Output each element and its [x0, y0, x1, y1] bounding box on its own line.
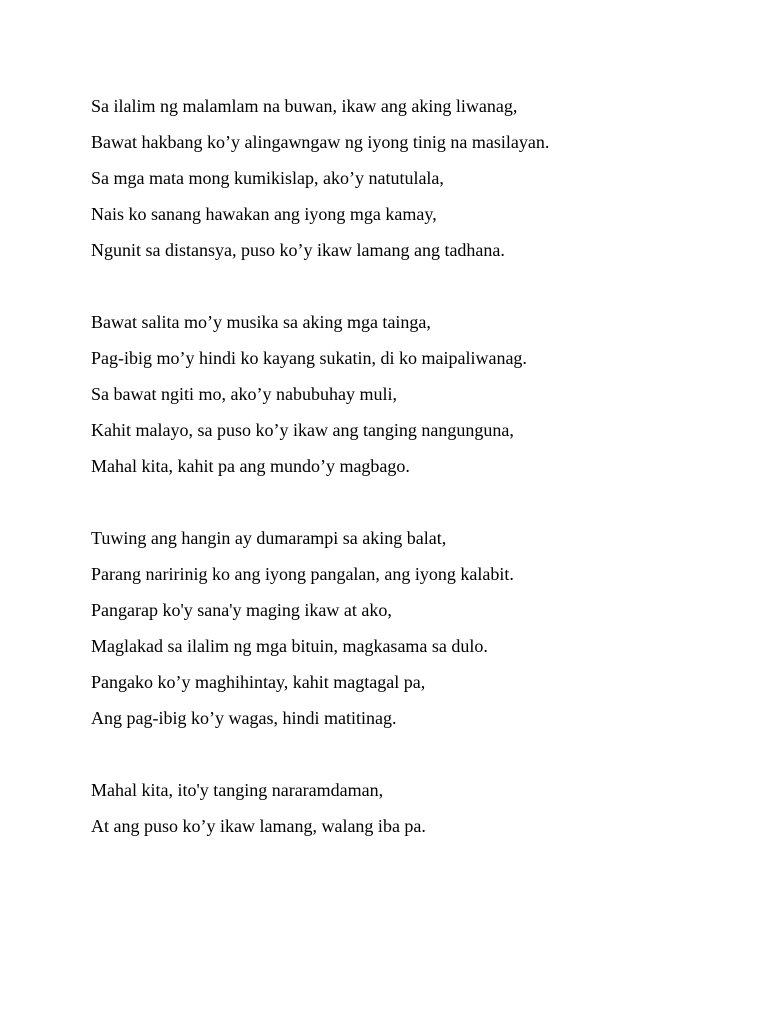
poem-line: Pangarap ko'y sana'y maging ikaw at ako,	[91, 600, 392, 620]
poem-line: Nais ko sanang hawakan ang iyong mga kamay,	[91, 204, 437, 224]
poem-line: Pag-ibig mo’y hindi ko kayang sukatin, di ko maipaliwanag.	[91, 348, 527, 368]
poem-line: Tuwing ang hangin ay dumarampi sa aking balat,	[91, 528, 447, 548]
poem-line: Mahal kita, kahit pa ang mundo’y magbago.	[91, 456, 410, 476]
poem-line: Ngunit sa distansya, puso ko’y ikaw lamang ang tadhana.	[91, 240, 505, 260]
poem-line: Maglakad sa ilalim ng mga bituin, magkasama sa dulo.	[91, 636, 488, 656]
poem-line: Parang naririnig ko ang iyong pangalan, ang iyong kalabit.	[91, 564, 514, 584]
poem-line: Bawat salita mo’y musika sa aking mga tainga,	[91, 312, 431, 332]
poem-line: Sa mga mata mong kumikislap, ako’y natutulala,	[91, 168, 444, 188]
poem-line: At ang puso ko’y ikaw lamang, walang iba pa.	[91, 816, 426, 836]
poem-line: Sa ilalim ng malamlam na buwan, ikaw ang aking liwanag,	[91, 96, 518, 116]
poem-line: Ang pag-ibig ko’y wagas, hindi matitinag.	[91, 708, 397, 728]
stanza-1	[91, 90, 731, 270]
poem-line: Kahit malayo, sa puso ko’y ikaw ang tanging nangunguna,	[91, 420, 514, 440]
poem-line: Bawat hakbang ko’y alingawngaw ng iyong tinig na masilayan.	[91, 132, 550, 152]
poem-body	[91, 90, 731, 882]
stanza-3	[91, 522, 731, 738]
stanza-2	[91, 306, 731, 486]
poem-line: Mahal kita, ito'y tanging nararamdaman,	[91, 780, 384, 800]
poem-line: Sa bawat ngiti mo, ako’y nabubuhay muli,	[91, 384, 397, 404]
poem-line: Pangako ko’y maghihintay, kahit magtagal pa,	[91, 672, 426, 692]
stanza-4	[91, 774, 731, 846]
